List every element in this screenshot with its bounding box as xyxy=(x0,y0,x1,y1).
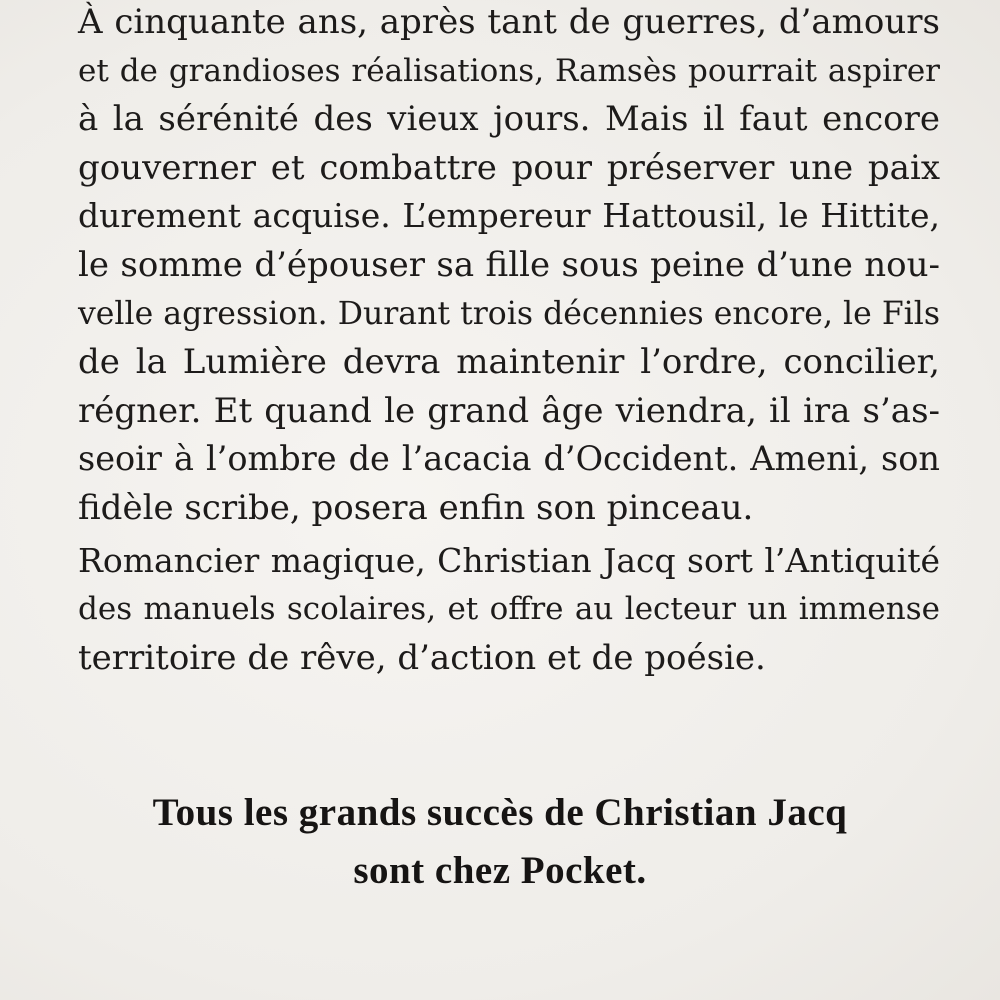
text-line: à la sérénité des vieux jours. Mais il faut encore xyxy=(78,99,940,140)
text-line: À cinquante ans, après tant de guerres, d’amours xyxy=(78,2,940,42)
publisher-promo xyxy=(0,784,1000,900)
text-line: Romancier magique, Christian Jacq sort l’Antiquité xyxy=(78,540,940,580)
text-line: fidèle scribe, posera enfin son pinceau. xyxy=(78,487,754,528)
text-line: des manuels scolaires, et offre au lecteur un immense xyxy=(78,591,940,628)
description-paragraph-1 xyxy=(78,0,940,533)
promo-line-2: sont chez Pocket. xyxy=(353,849,647,892)
text-line: gouverner et combattre pour préserver une paix xyxy=(78,147,940,188)
text-line: le somme d’épouser sa fille sous peine d’une nou- xyxy=(78,244,940,285)
text-line: durement acquise. L’empereur Hattousil, le Hittite, xyxy=(78,196,940,236)
text-line: territoire de rêve, d’action et de poésie. xyxy=(78,637,766,678)
promo-line-1: Tous les grands succès de Christian Jacq xyxy=(152,791,848,834)
text-line: velle agression. Durant trois décennies encore, le Fils xyxy=(78,295,940,332)
text-line: de la Lumière devra maintenir l’ordre, concilier, xyxy=(78,342,940,383)
description-paragraph-2 xyxy=(78,537,940,683)
text-line: régner. Et quand le grand âge viendra, il ira s’as- xyxy=(78,390,940,431)
text-line: et de grandioses réalisations, Ramsès pourrait aspirer xyxy=(78,52,940,89)
text-line: seoir à l’ombre de l’acacia d’Occident. Ameni, son xyxy=(78,439,940,479)
book-description xyxy=(78,0,940,682)
